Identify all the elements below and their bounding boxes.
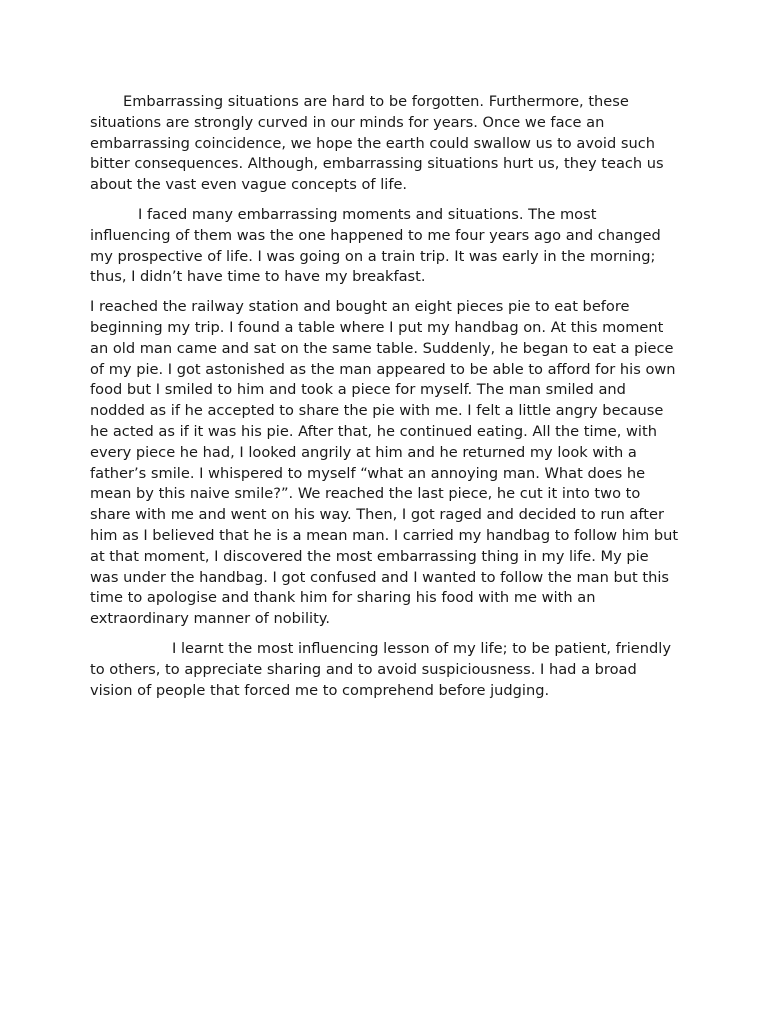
document-body bbox=[90, 92, 680, 710]
paragraph-context: I faced many embarrassing moments and situations. The most influencing of them was the one happened to me four years ago and changed my prospective of life. I was going on a train trip. It was early in the morning; thus, I didn’t have time to have my breakfast. bbox=[90, 205, 661, 286]
paragraph-intro: Embarrassing situations are hard to be forgotten. Furthermore, these situations are strongly curved in our minds for years. Once we face an embarrassing coincidence, we hope the earth could swallow us to avoid such bitter consequences. Although, embarrassing situations hurt us, they teach us about the vast even vague concepts of life. bbox=[90, 93, 664, 194]
paragraph-conclusion: I learnt the most influencing lesson of my life; to be patient, friendly to others, to appreciate sharing and to avoid suspiciousness. I had a broad vision of people that forced me to comprehend before judging. bbox=[90, 639, 671, 699]
paragraph-story: I reached the railway station and bought an eight pieces pie to eat before beginning my trip. I found a table where I put my handbag on. At this moment an old man came and sat on the same table. Suddenly, he began to eat a piece of my pie. I got astonished as the man appeared to be able to afford for his own food but I smiled to him and took a piece for myself. The man smiled and nodded as if he accepted to share the pie with me. I felt a little angry because he acted as if it was his pie. After that, he continued eating. All the time, with every piece he had, I looked angrily at him and he returned my look with a father’s smile. I whispered to myself “what an annoying man. What does he mean by this naive smile?”. We reached the last piece, he cut it into two to share with me and went on his way. Then, I got raged and decided to run after him as I believed that he is a mean man. I carried my handbag to follow him but at that moment, I discovered the most embarrassing thing in my life. My pie was under the handbag. I got confused and I wanted to follow the man but this time to apologise and thank him for sharing his food with me with an extraordinary manner of nobility. bbox=[90, 298, 679, 628]
